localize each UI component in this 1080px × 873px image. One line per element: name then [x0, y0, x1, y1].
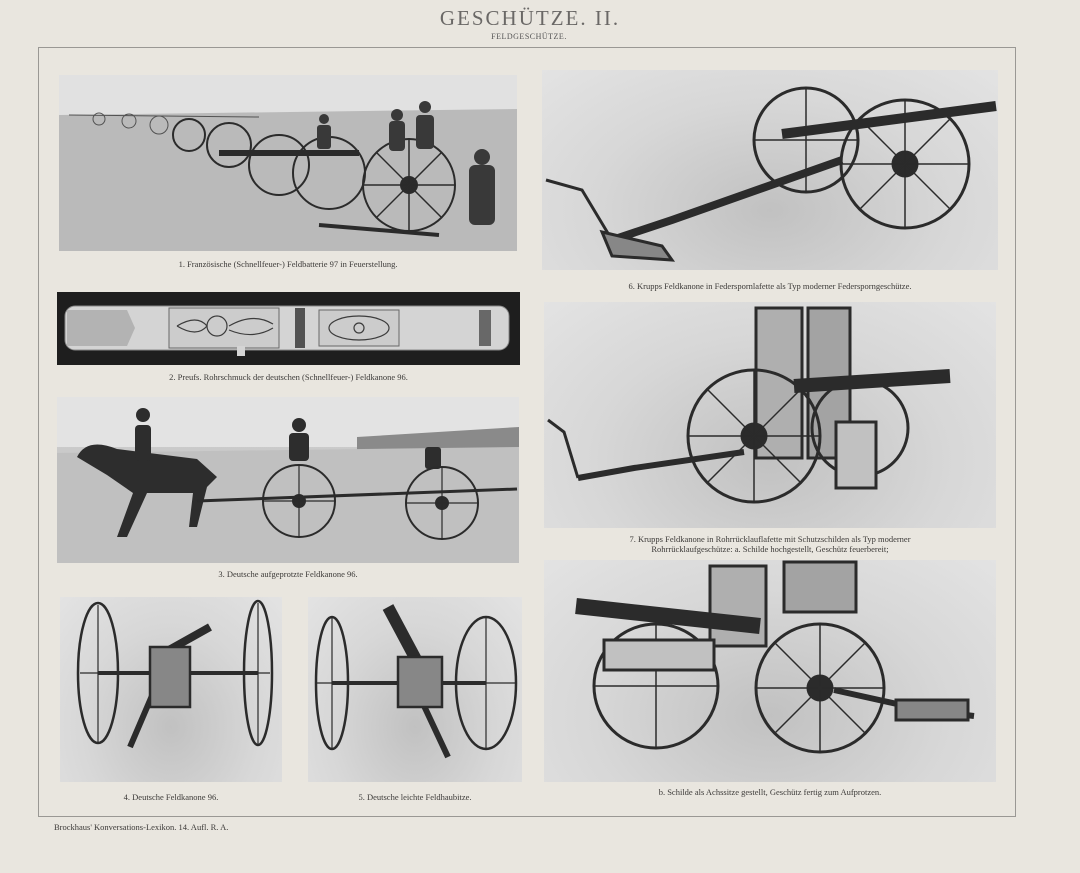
page-title: GESCHÜTZE. II.: [439, 6, 621, 30]
figure-3-caption: 3. Deutsche aufgeprotzte Feldkanone 96.: [218, 569, 358, 579]
figure-4-illustration: [60, 597, 282, 782]
figure-2-caption: 2. Preufs. Rohrschmuck der deutschen (Schnellfeuer-) Feldkanone 96.: [169, 372, 408, 382]
figure-7-caption-line-1: 7. Krupps Feldkanone in Rohrrücklauflafette mit Schutzschilden als Typ moderner: [629, 534, 911, 544]
figure-6-illustration: [542, 70, 998, 270]
figure-8-illustration: [544, 560, 996, 782]
figure-3-illustration: [57, 397, 519, 563]
figure-1-caption: 1. Französische (Schnellfeuer-) Feldbatterie 97 in Feuerstellung.: [178, 259, 398, 269]
publisher-footer: Brockhaus' Konversations-Lexikon. 14. Aufl. R. A.: [54, 822, 229, 832]
figure-5-illustration: [308, 597, 522, 782]
figure-5-caption: 5. Deutsche leichte Feldhaubitze.: [358, 792, 472, 802]
page-subtitle: FELDGESCHÜTZE.: [491, 32, 567, 41]
figure-7-caption-line-2: Rohrrücklaufgeschütze: a. Schilde hochgestellt, Geschütz feuerbereit;: [651, 544, 889, 554]
figure-7-illustration: [544, 302, 996, 528]
figure-1-illustration: [59, 75, 517, 251]
figure-2-illustration: [57, 292, 520, 365]
figure-4-caption: 4. Deutsche Feldkanone 96.: [123, 792, 219, 802]
figure-8-caption: b. Schilde als Achssitze gestellt, Geschütz fertig zum Aufprotzen.: [658, 787, 882, 797]
figure-6-caption: 6. Krupps Feldkanone in Federspornlafette als Typ moderner Federsporngeschütze.: [628, 281, 912, 291]
